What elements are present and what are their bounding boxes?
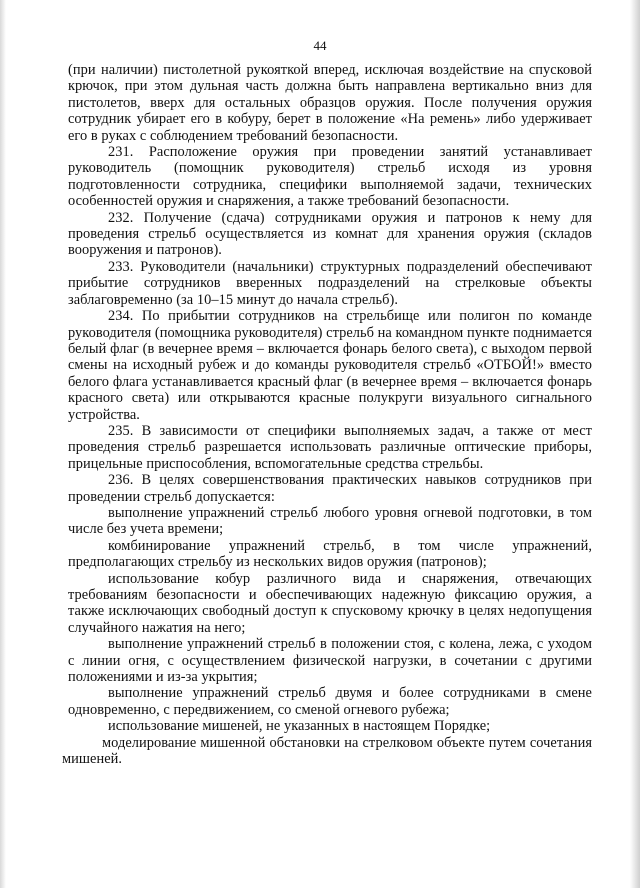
- scan-edge-left: [0, 0, 6, 888]
- list-item: комбинирование упражнений стрельб, в том числе упражнений, предполагающих стрельбу из нескольких видов оружия (патронов);: [68, 537, 592, 571]
- list-item: использование кобур различного вида и снаряжения, отвечающих требованиям безопасности и обеспечивающих надежную фиксацию оружия, а также исключающих свободный доступ к спусковому крючку в целях недопущения случайного нажатия на него;: [68, 570, 592, 636]
- list-item: использование мишеней, не указанных в настоящем Порядке;: [108, 718, 491, 735]
- paragraph-231: 231. Расположение оружия при проведении занятий устанавливает руководитель (помощник руководителя) стрельб исходя из уровня подготовленности сотрудника, специфики выполняемой задачи, технических особенностей оружия и снаряжения, а также требований безопасности.: [68, 144, 592, 210]
- list-item: выполнение упражнений стрельб двумя и более сотрудниками в смене одновременно, с передвижением, со сменой огневого рубежа;: [68, 685, 592, 718]
- list-item: выполнение упражнений стрельб в положении стоя, с колена, лежа, с уходом с линии огня, с осуществлением физической нагрузки, в сочетании с другими положениями и из-за укрытия;: [68, 636, 592, 686]
- document-body: [62, 62, 592, 768]
- paragraph-233: 233. Руководители (начальники) структурных подразделений обеспечивают прибытие сотрудников вверенных подразделений на стрелковые объекты заблаговременно (за 10–15 минут до начала стрельб).: [68, 258, 592, 308]
- paragraph-235: 235. В зависимости от специфики выполняемых задач, а также от мест проведения стрельб разрешается использовать различные оптические приборы, прицельные приспособления, вспомогательные средства стрельбы.: [68, 422, 592, 472]
- paragraph-236: 236. В целях совершенствования практических навыков сотрудников при проведении стрельб допускается:: [68, 472, 592, 505]
- paragraph-234: 234. По прибытии сотрудников на стрельбище или полигон по команде руководителя (помощника руководителя) стрельб на командном пункте поднимается белый флаг (в вечернее время – включается фонарь белого света), с выходом первой смены на исходный рубеж и до команды руководителя стрельб «ОТБОЙ!» вместо белого флага устанавливается красный флаг (в вечернее время – включается фонарь красного света) или открываются красные полукруги визуального сигнального устройства.: [68, 308, 592, 423]
- paragraph-continuation: (при наличии) пистолетной рукояткой вперед, исключая воздействие на спусковой крючок, при этом дульная часть должна быть направлена вертикально вниз для пистолетов, вверх для остальных образцов оружия. После получения оружия сотрудник убирает его в кобуру, берет в положение «На ремень» либо удерживает его в руках с соблюдением требований безопасности.: [68, 62, 592, 144]
- list-item: моделирование мишенной обстановки на стрелковом объекте путем сочетания мишеней.: [62, 734, 592, 768]
- paragraph-232: 232. Получение (сдача) сотрудниками оружия и патронов к нему для проведения стрельб осуществляется из комнат для хранения оружия (складов вооружения и патронов).: [68, 209, 592, 259]
- page-number: 44: [313, 38, 327, 53]
- list-item: выполнение упражнений стрельб любого уровня огневой подготовки, в том числе без учета времени;: [68, 504, 592, 538]
- scan-edge-right: [630, 0, 640, 888]
